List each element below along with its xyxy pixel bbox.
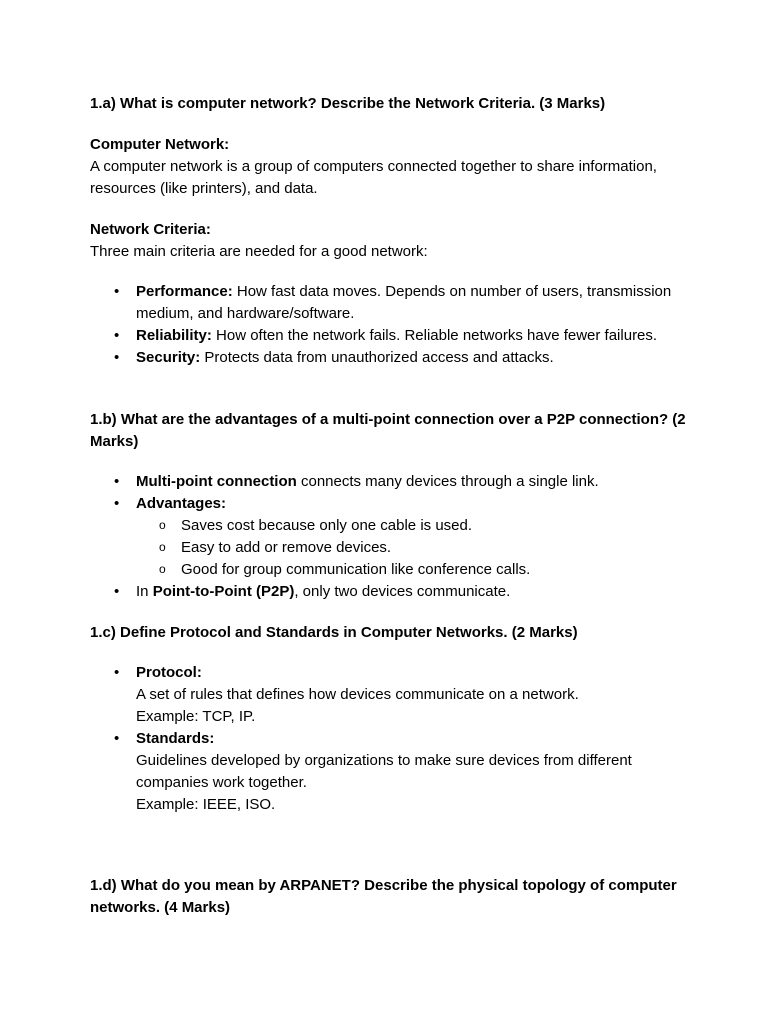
criteria-item-performance bbox=[90, 281, 690, 325]
advantage-item: o Good for group communication like conference calls. bbox=[136, 559, 690, 581]
protocol-standards-list bbox=[90, 662, 690, 816]
criteria-item-security bbox=[90, 347, 690, 369]
standards-example: Example: IEEE, ISO. bbox=[136, 796, 276, 813]
network-criteria-heading: Network Criteria: bbox=[90, 221, 211, 238]
multipoint-term: Multi-point connection bbox=[136, 473, 297, 490]
p2p-term: Point-to-Point (P2P) bbox=[152, 583, 295, 600]
advantages-label: Advantages: bbox=[136, 495, 227, 512]
protocol-desc: A set of rules that defines how devices communicate on a network. bbox=[136, 686, 579, 703]
standards-desc: Guidelines developed by organizations to make sure devices from different companies work together. bbox=[136, 752, 632, 791]
question-1b-title: 1.b) What are the advantages of a multi-point connection over a P2P connection? (2 Marks) bbox=[90, 411, 686, 450]
question-1c-title: 1.c) Define Protocol and Standards in Computer Networks. (2 Marks) bbox=[90, 624, 578, 641]
p2p-desc: , only two devices communicate. bbox=[294, 583, 511, 600]
computer-network-heading: Computer Network: bbox=[90, 136, 230, 153]
network-criteria-list bbox=[90, 281, 690, 369]
standards-label: • Standards: bbox=[136, 730, 215, 747]
criteria-desc: How fast data moves. Depends on number of users, transmission medium, and hardware/software. bbox=[136, 283, 672, 322]
criteria-item-reliability bbox=[90, 325, 690, 347]
criteria-term: Performance: bbox=[136, 283, 233, 300]
question-1d-title: 1.d) What do you mean by ARPANET? Describe the physical topology of computer networks. (4 Marks) bbox=[90, 877, 677, 916]
p2p-prefix: In bbox=[136, 583, 153, 600]
question-1a-title: 1.a) What is computer network? Describe the Network Criteria. (3 Marks) bbox=[90, 95, 606, 112]
criteria-desc: Protects data from unauthorized access and attacks. bbox=[200, 349, 554, 366]
standards-item bbox=[90, 728, 690, 816]
protocol-example: Example: TCP, IP. bbox=[136, 708, 256, 725]
p2p-item bbox=[90, 581, 690, 603]
criteria-term: Reliability: bbox=[136, 327, 212, 344]
multipoint-desc: connects many devices through a single link. bbox=[296, 473, 599, 490]
advantage-item: o Saves cost because only one cable is used. bbox=[136, 515, 690, 537]
criteria-term: Security: bbox=[136, 349, 201, 366]
multipoint-item bbox=[90, 471, 690, 493]
advantages-sublist bbox=[136, 515, 690, 581]
criteria-desc: How often the network fails. Reliable networks have fewer failures. bbox=[211, 327, 658, 344]
multipoint-list bbox=[90, 471, 690, 603]
computer-network-definition: A computer network is a group of computers connected together to share information, resources (like printers), and data. bbox=[90, 158, 657, 197]
protocol-label: • Protocol: bbox=[136, 664, 202, 681]
protocol-item bbox=[90, 662, 690, 728]
network-criteria-intro: Three main criteria are needed for a good network: bbox=[90, 243, 428, 260]
advantage-item: o Easy to add or remove devices. bbox=[136, 537, 690, 559]
advantages-item bbox=[90, 493, 690, 581]
